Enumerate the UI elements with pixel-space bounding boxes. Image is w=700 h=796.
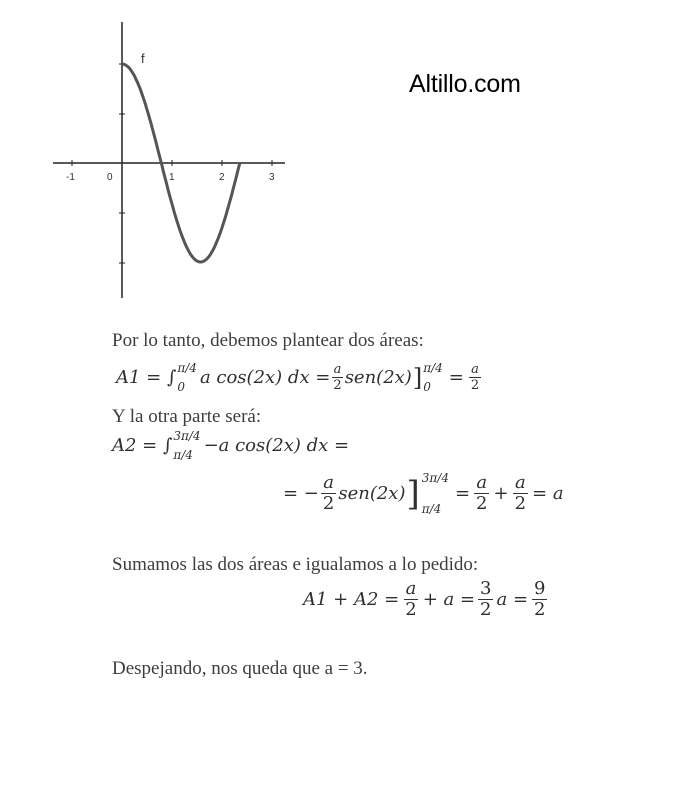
x-tick-label: -1: [66, 172, 75, 183]
a1-equals: =: [448, 367, 464, 389]
equation-a2-line1: [112, 430, 349, 461]
x-tick-label: 1: [169, 172, 175, 183]
function-label: f: [141, 51, 145, 66]
a2-bracket-upper: 3π/4: [421, 471, 449, 485]
a2-prefix: = −: [283, 483, 319, 505]
frac-den: 2: [514, 493, 527, 515]
a1-bracket-upper: π/4: [423, 361, 443, 375]
frac-num: a: [323, 472, 334, 494]
x-tick-label: 3: [269, 172, 275, 183]
a2-bracket-lower: π/4: [421, 501, 442, 516]
frac-den: 2: [470, 378, 480, 394]
a2-lhs: A2 = ∫: [112, 435, 173, 457]
x-tick-label: 2: [219, 172, 225, 183]
a2-integrand: −a cos(2x) dx =: [203, 435, 350, 457]
function-graph: [0, 0, 300, 305]
frac-den: 2: [405, 599, 417, 620]
a2-upper-limit: 3π/4: [173, 429, 201, 443]
frac-num: a: [471, 362, 479, 378]
a1-lower-limit: 0: [177, 379, 185, 394]
brand-logo: Altillo.com: [409, 70, 521, 98]
a2-plus: +: [493, 483, 509, 505]
sum-intro-text: Sumamos las dos áreas e igualamos a lo pedido:: [112, 554, 479, 575]
sum-lhs: A1 + A2 =: [303, 589, 400, 610]
frac-den: 2: [476, 493, 488, 515]
equation-sum: [303, 580, 551, 619]
x-tick-label: 0: [107, 172, 113, 183]
frac-den: 2: [333, 378, 342, 394]
a2-lower-limit: π/4: [173, 447, 193, 462]
frac-num: a: [405, 578, 417, 599]
frac-num: 3: [480, 578, 492, 599]
frac-den: 2: [322, 493, 335, 515]
frac-num: a: [333, 362, 342, 378]
intro-text: Por lo tanto, debemos plantear dos áreas:: [112, 330, 424, 351]
a2-equals: =: [454, 483, 471, 505]
sum-a-eq: a =: [496, 589, 529, 610]
a1-bracket-lower: 0: [423, 379, 431, 394]
a2-expr: sen(2x): [338, 483, 406, 505]
frac-num: a: [476, 472, 488, 494]
sum-plus-a: + a =: [422, 589, 476, 610]
conclusion-text: Despejando, nos queda que a = 3.: [112, 658, 368, 679]
frac-num: a: [514, 472, 526, 494]
a1-integrand: a cos(2x) dx =: [199, 367, 331, 389]
other-part-text: Y la otra parte será:: [112, 406, 262, 427]
frac-den: 2: [534, 599, 546, 620]
equation-a2-line2: = − $\frac{a}{2}$ sen(2x) ] 3π/4 π/4 = $\frac{a}{2}$ + $\frac{a}{2}$ = a: [283, 471, 564, 516]
a1-lhs: A1 = ∫: [116, 367, 177, 389]
a2-result: = a: [532, 483, 564, 505]
a1-upper-limit: π/4: [177, 361, 197, 375]
equation-a1: A1 = ∫ π/4 0 a cos(2x) dx = $\frac{a}{2}$ sen(2x) ] π/4 0 = $\frac{a}{2}$: [116, 361, 480, 394]
a1-expr: sen(2x): [344, 367, 412, 389]
frac-den: 2: [480, 599, 492, 620]
frac-num: 9: [534, 578, 546, 599]
